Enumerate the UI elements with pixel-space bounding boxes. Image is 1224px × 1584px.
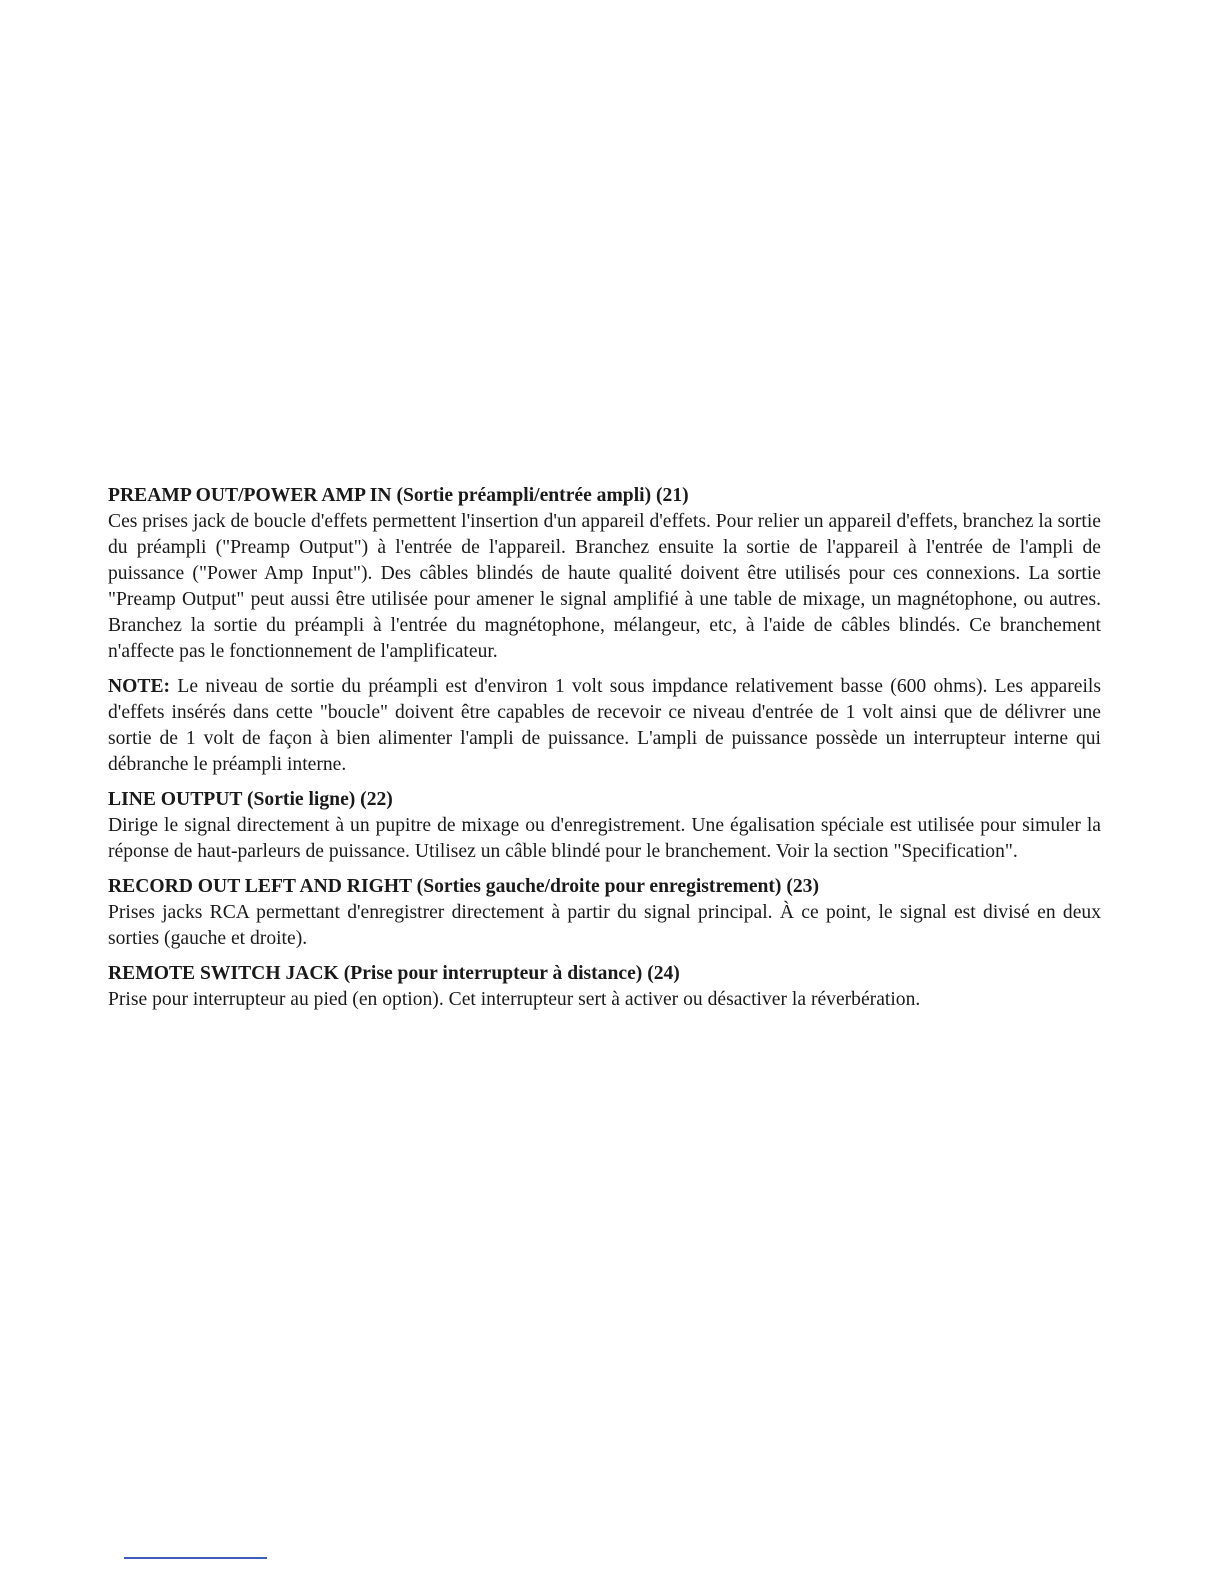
- section-body: Dirige le signal directement à un pupitre de mixage ou d'enregistrement. Une égalisation spéciale est utilisée pour simuler la réponse de haut-parleurs de puissance. Utilisez un câble blindé pour le branchement. Voir la section "Specification".: [108, 815, 1101, 862]
- section-record-out: [108, 874, 1101, 952]
- section-heading: RECORD OUT LEFT AND RIGHT (Sorties gauche/droite pour enregistrement) (23): [108, 876, 819, 897]
- section-body: Prises jacks RCA permettant d'enregistrer directement à partir du signal principal. À ce point, le signal est divisé en deux sorties (gauche et droite).: [108, 902, 1101, 949]
- section-line-output: [108, 787, 1101, 865]
- section-heading: REMOTE SWITCH JACK (Prise pour interrupteur à distance) (24): [108, 963, 680, 984]
- section-body: Ces prises jack de boucle d'effets permettent l'insertion d'un appareil d'effets. Pour relier un appareil d'effets, branchez la sortie du préampli ("Preamp Output") à l'entrée de l'appareil. Branchez ensuite la sortie de l'appareil à l'entrée de l'ampli de puissance ("Power Amp Input"). Des câbles blindés de haute qualité doivent être utilisés pour ces connexions. La sortie "Preamp Output" peut aussi être utilisée pour amener le signal amplifié à une table de mixage, un magnétophone, ou autres. Branchez la sortie du préampli à l'entrée du magnétophone, mélangeur, etc, à l'aide de câbles blindés. Ce branchement n'affecte pas le fonctionnement de l'amplificateur.: [108, 511, 1101, 662]
- section-heading: PREAMP OUT/POWER AMP IN (Sortie préampli/entrée ampli) (21): [108, 485, 689, 506]
- note-label: NOTE:: [108, 676, 171, 697]
- document-body: [108, 483, 1101, 1022]
- footer-rule: [124, 1557, 267, 1559]
- note-text: Le niveau de sortie du préampli est d'environ 1 volt sous impdance relativement basse (600 ohms). Les appareils d'effets insérés dans cette "boucle" doivent être capables de recevoir ce niveau d'entrée de 1 volt ainsi que de délivrer une sortie de 1 volt de façon à bien alimenter l'ampli de puissance. L'ampli de puissance possède un interrupteur interne qui débranche le préampli interne.: [108, 676, 1101, 775]
- section-preamp-out: [108, 483, 1101, 778]
- section-remote-switch: [108, 961, 1101, 1013]
- section-heading: LINE OUTPUT (Sortie ligne) (22): [108, 789, 393, 810]
- note-paragraph: [108, 674, 1101, 778]
- section-body: Prise pour interrupteur au pied (en option). Cet interrupteur sert à activer ou désactiver la réverbération.: [108, 989, 921, 1010]
